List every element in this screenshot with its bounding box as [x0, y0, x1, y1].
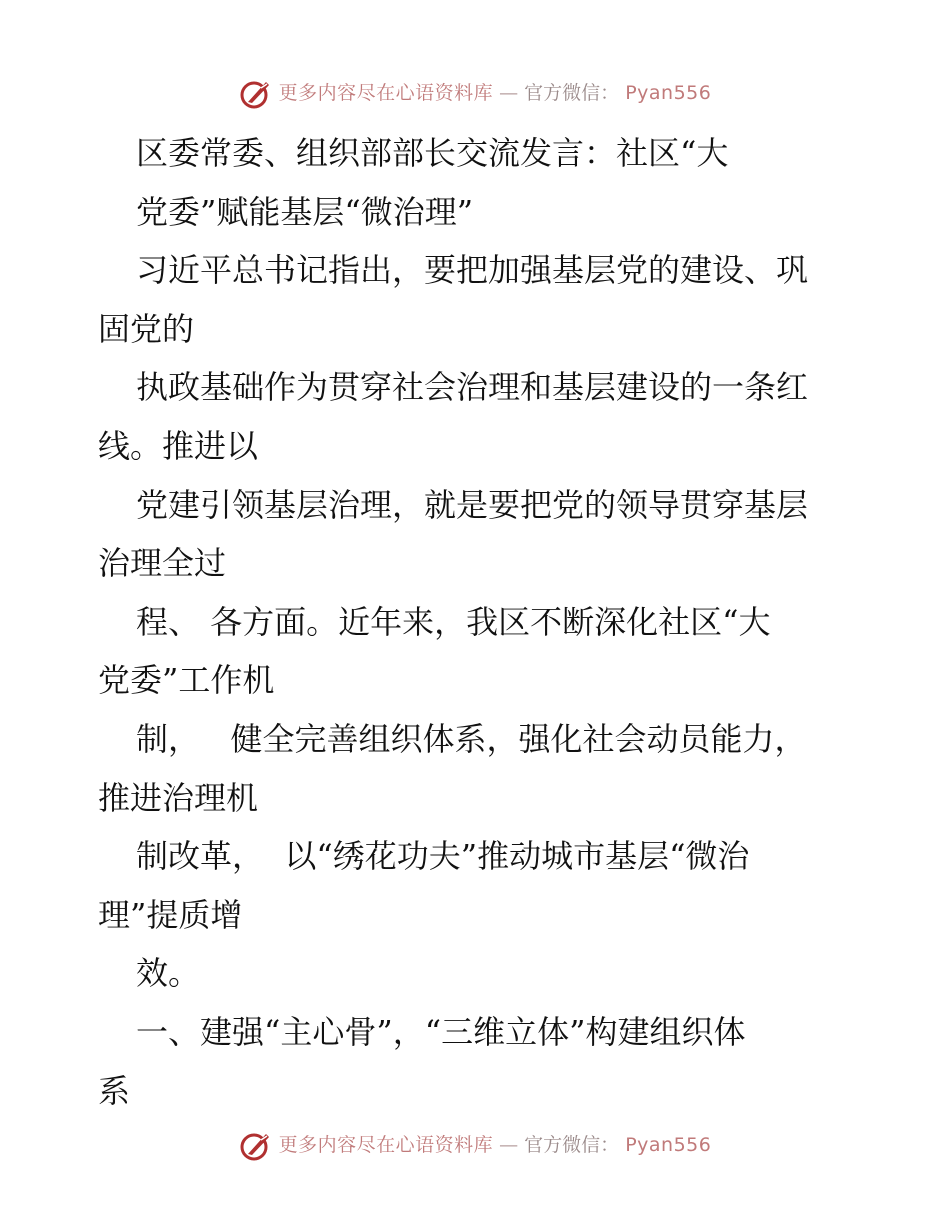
paragraph-line: 效。 — [136, 954, 201, 993]
paragraph-line: 制， 健全完善组织体系，强化社会动员能力， — [136, 719, 807, 758]
title-line-2: 党委”赋能基层“微治理” — [136, 192, 474, 231]
watermark-wechat-id: Pyan556 — [625, 1134, 712, 1156]
paragraph-line: 固党的 — [98, 309, 195, 348]
footer-watermark — [0, 1128, 950, 1162]
watermark-main-text: 更多内容尽在心语资料库 — [278, 82, 494, 104]
watermark-dash: — — [499, 1134, 519, 1156]
paragraph-line: 制改革， 以“绣花功夫”推动城市基层“微治 — [136, 837, 750, 876]
paragraph-line: 推进治理机 — [98, 778, 259, 817]
watermark-dash: — — [499, 82, 519, 104]
title-line-1: 区委常委、组织部部长交流发言：社区“大 — [136, 134, 729, 172]
paragraph-line: 线。推进以 — [98, 426, 259, 465]
section-heading-line: 系 — [98, 1071, 131, 1110]
paragraph-line: 党建引领基层治理，就是要把党的领导贯穿基层 — [136, 485, 809, 524]
watermark-label: 官方微信： — [524, 1134, 620, 1156]
paragraph-line: 习近平总书记指出，要把加强基层党的建设、巩 — [136, 251, 809, 290]
paragraph-line: 程、 各方面。近年来，我区不断深化社区“大 — [136, 602, 771, 641]
watermark-label: 官方微信： — [524, 82, 620, 104]
watermark-main-text: 更多内容尽在心语资料库 — [278, 1134, 494, 1156]
paragraph-line: 理”提质增 — [98, 895, 243, 934]
header-watermark — [0, 76, 950, 110]
section-heading-line: 一、建强“主心骨”，“三维立体”构建组织体 — [136, 1012, 746, 1051]
paragraph-line: 党委”工作机 — [98, 661, 275, 700]
feather-pen-logo-icon — [239, 76, 273, 110]
feather-pen-logo-icon — [239, 1128, 273, 1162]
paragraph-line: 治理全过 — [98, 544, 227, 583]
paragraph-line: 执政基础作为贯穿社会治理和基层建设的一条红 — [136, 368, 809, 407]
watermark-wechat-id: Pyan556 — [625, 82, 712, 104]
document-body — [98, 124, 858, 1120]
